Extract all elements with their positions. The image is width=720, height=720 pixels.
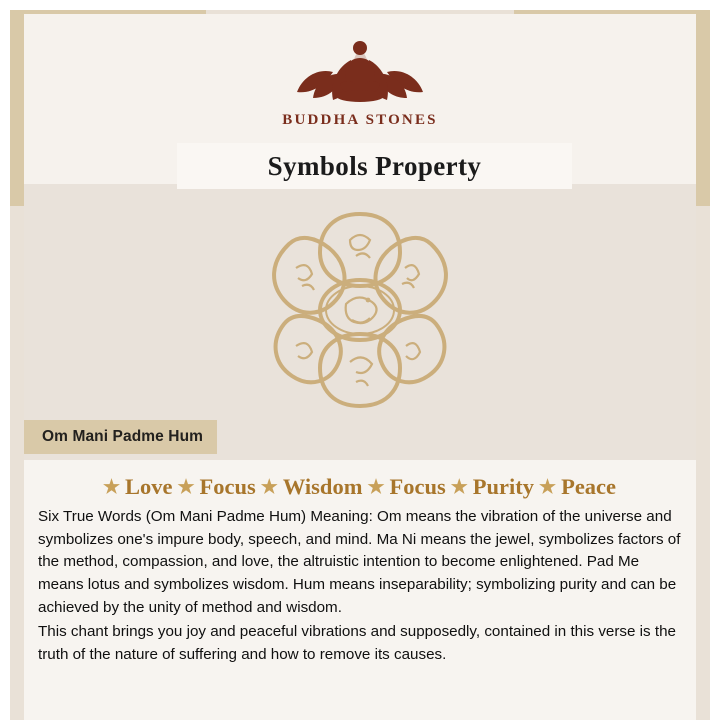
om-mani-padme-hum-mandala-icon	[210, 200, 510, 420]
description-block	[24, 460, 696, 720]
keyword-focus-2: Focus	[389, 474, 446, 499]
title-bar	[177, 143, 572, 189]
label-tab-text: Om Mani Padme Hum	[42, 428, 204, 445]
body-paragraph-2: This chant brings you joy and peaceful vibrations and supposedly, contained in this verse is the truth of the nature of suffering and how to remove its causes.	[38, 623, 676, 663]
frame-band-left	[0, 0, 10, 720]
brand-name: BUDDHA STONES	[282, 112, 438, 128]
page-title: Symbols Property	[267, 150, 482, 181]
content-panel	[24, 14, 696, 720]
star-icon: ★	[539, 476, 557, 498]
mandala-wrap	[24, 200, 696, 425]
lotus-meditation-icon	[285, 32, 435, 110]
star-icon: ★	[260, 476, 278, 498]
star-icon: ★	[177, 476, 195, 498]
frame-band-top	[0, 0, 720, 10]
star-icon: ★	[450, 476, 468, 498]
star-icon: ★	[367, 476, 385, 498]
keyword-wisdom: Wisdom	[282, 474, 363, 499]
label-tab	[24, 420, 217, 454]
brand-block	[24, 32, 696, 129]
body-paragraph-1: Six True Words (Om Mani Padme Hum) Meaning: Om means the vibration of the universe and symbolizes one's impure body, speech, and mind. Ma Ni means the jewel, symbolizes factors of the method, compassion, and love, the altruistic intention to become enlightened. Pad Me means lotus and symbolizes wisdom. Hum means inseparability; symbolizing purity and can be achieved by the unity of method and wisdom.	[38, 508, 681, 616]
keyword-focus-1: Focus	[199, 474, 256, 499]
keyword-love: Love	[124, 474, 173, 499]
keyword-peace: Peace	[561, 474, 617, 499]
keyword-purity: Purity	[472, 474, 535, 499]
keyword-list	[24, 460, 696, 500]
star-icon: ★	[102, 476, 120, 498]
frame-band-right	[710, 0, 720, 720]
